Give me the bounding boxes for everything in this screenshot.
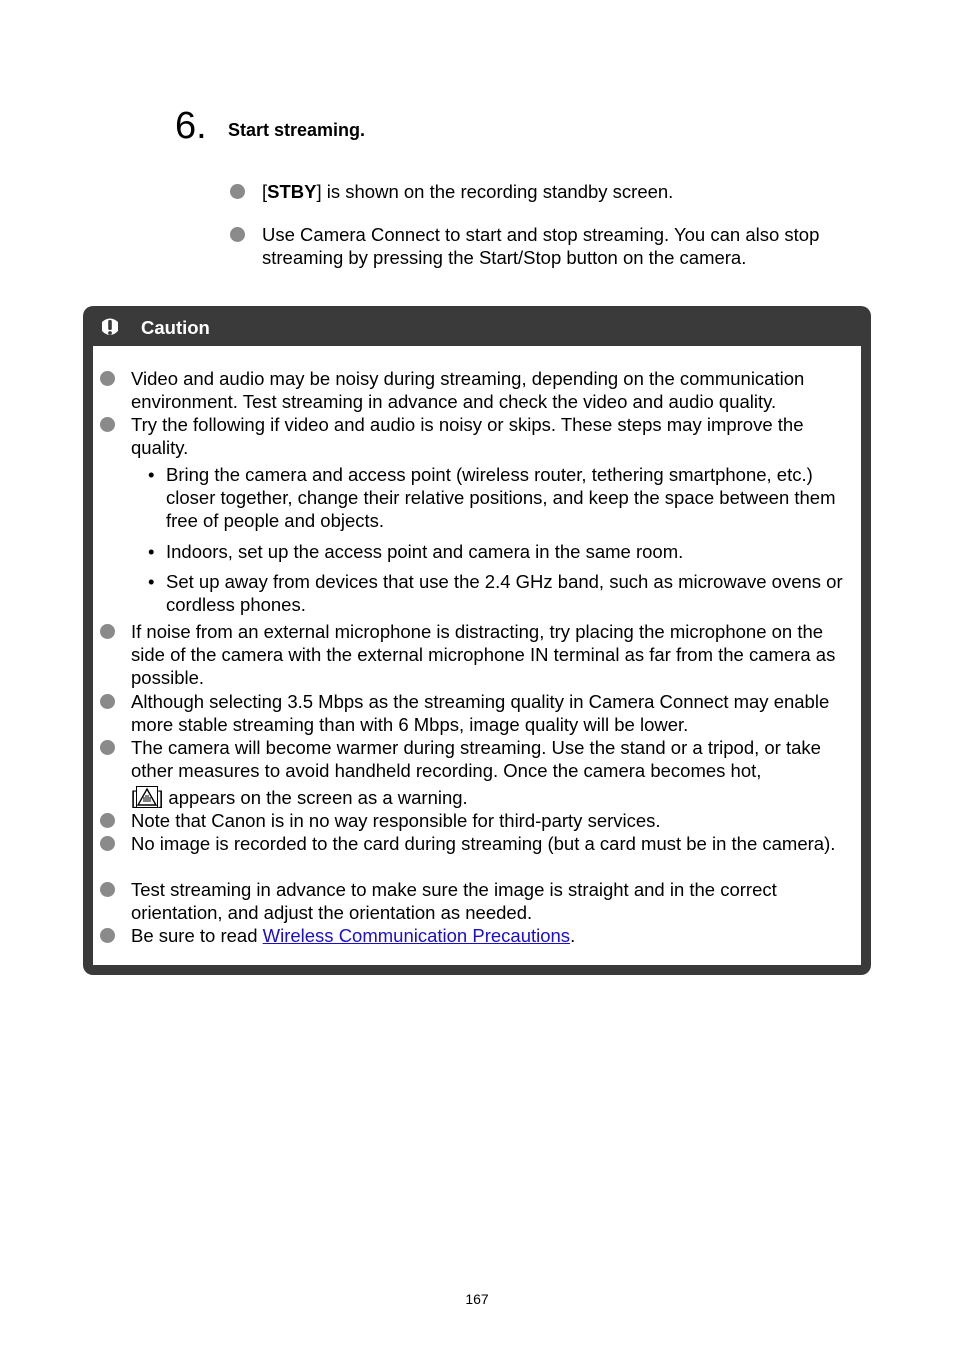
caution-content: Video and audio may be noisy during streaming, depending on the communication environment. Test streaming in advance and check the video and audio quality. Try the following if video and audio is noisy or skips. These steps may improve the quality. • Bring the camera and access point (wireless router, tethering smartphone, etc.) closer together, change their relative positions, and keep the space between them free of people and objects. • Indoors, set up the access point and camera in the same room. • Set up away from devices that use the 2.4 GHz band, such as microwave ovens or cordless phones. If noise from an external microphone is distracting, try placing the microphone on the side of the camera with the external microphone IN terminal as far from the camera as possible. Although selecting 3.5 Mbps as the streaming quality in Camera Connect may enable more stable streaming than with 6 Mbps, image quality will be lower. The camera will become warmer during streaming. Use the stand or a tripod, or take other measures to avoid handheld recording. Once the camera becomes hot, [ ] appears on the screen as a warning. Note that Canon is in no way responsible for third-party services. No image is recorded to the card during streaming (but a card must be in the camera). Test streaming in advance to make sure the image is straight and in the correct orientation, and adjust the orientation as needed. Be sure to read Wireless Communication Precautions. <box>93 346 861 965</box>
step-number: 6. <box>175 105 207 147</box>
bullet-icon <box>100 836 115 851</box>
sub-bullet-icon: • <box>148 541 155 562</box>
bullet-icon <box>230 184 245 199</box>
bullet-icon <box>100 694 115 709</box>
bullet-text: [STBY] is shown on the recording standby screen. <box>262 181 674 202</box>
warning-icon <box>136 786 158 808</box>
wireless-precautions-link[interactable]: Wireless Communication Precautions <box>262 925 571 946</box>
bullet-icon <box>100 928 115 943</box>
page-number: 167 <box>465 1291 489 1307</box>
bullet-icon <box>100 624 115 639</box>
bullet-icon <box>230 227 245 242</box>
bullet-icon <box>100 371 115 386</box>
sub-bullet-icon: • <box>148 571 155 592</box>
caution-icon <box>99 316 121 338</box>
step-title: Start streaming. <box>228 120 366 140</box>
bullet-text: Use Camera Connect to start and stop streaming. You can also stop streaming by pressing the Start/Stop button on the camera. <box>262 224 820 268</box>
stby-label: STBY <box>267 181 317 202</box>
bullet-icon <box>100 417 115 432</box>
caution-label: Caution <box>141 317 210 338</box>
bullet-icon <box>100 740 115 755</box>
bullet-icon <box>100 882 115 897</box>
bullet-icon <box>100 813 115 828</box>
sub-bullet-icon: • <box>148 464 155 485</box>
caution-box <box>83 306 871 975</box>
